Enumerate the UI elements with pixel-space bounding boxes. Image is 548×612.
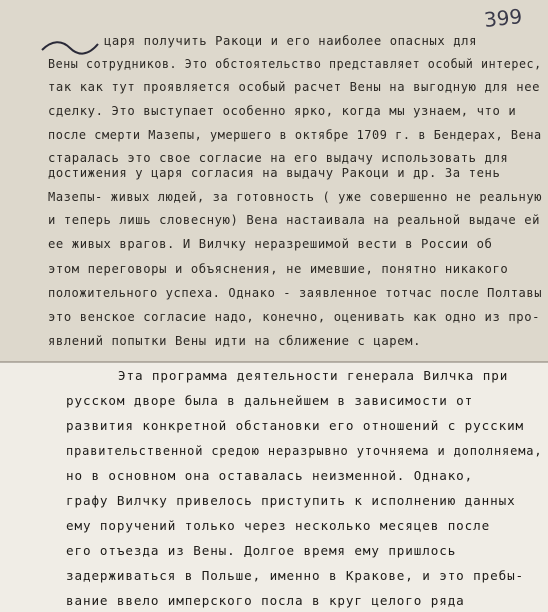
- text-line: вание ввело имперского посла в круг целого ряда: [66, 593, 465, 608]
- text-line: ее живых врагов. И Вилчку неразрешимой вести в России об: [48, 237, 493, 251]
- text-line: ему поручений только через несколько месяцев после: [66, 518, 491, 533]
- text-line: развития конкретной обстановки его отношений с русским: [66, 418, 525, 433]
- text-line: и теперь лишь словесную) Вена настаивала на реальной выдаче ей: [48, 213, 541, 227]
- text-line: графу Вилчку привелось приступить к исполнению данных: [66, 493, 516, 508]
- text-line: правительственной средою неразрывно уточняема и дополняема,: [66, 443, 543, 458]
- text-line: царя получить Ракоци и его наиболее опасных для: [104, 34, 478, 48]
- text-line: задерживаться в Польше, именно в Кракове, и это пребы-: [66, 568, 525, 583]
- text-line: его отъезда из Вены. Долгое время ему пришлось: [66, 543, 457, 558]
- text-line: русском дворе была в дальнейшем в зависимости от: [66, 393, 474, 408]
- text-line: Мазепы- живых людей, за готовность ( уже совершенно не реальную: [48, 190, 543, 204]
- page-fold-edge: [0, 361, 548, 363]
- text-line: старалась это свое согласие на его выдачу использовать для: [48, 151, 509, 165]
- text-line: этом переговоры и объяснения, не имевшие, понятно никакого: [48, 262, 509, 276]
- text-line: положительного успеха. Однако - заявленное тотчас после Полтавы: [48, 286, 543, 300]
- text-line: после смерти Мазепы, умершего в октябре 1709 г. в Бендерах, Вена: [48, 128, 542, 142]
- page-number: 399: [482, 4, 524, 32]
- text-line: достижения у царя согласия на выдачу Ракоци и др. За тень: [48, 166, 501, 180]
- text-line: это венское согласие надо, конечно, оценивать как одно из про-: [48, 310, 541, 324]
- text-line: явлений попытки Вены идти на сближение с царем.: [48, 334, 422, 348]
- text-line: Вены сотрудников. Это обстоятельство представляет особый интерес,: [48, 57, 542, 71]
- text-line: но в основном она оставалась неизменной. Однако,: [66, 468, 474, 483]
- text-line: сделку. Это выступает особенно ярко, когда мы узнаем, что и: [48, 104, 517, 118]
- pen-scribble-mark: [40, 38, 100, 58]
- text-line: Эта программа деятельности генерала Вилчка при: [118, 368, 509, 383]
- text-line: так как тут проявляется особый расчет Вены на выгодную для нее: [48, 80, 541, 94]
